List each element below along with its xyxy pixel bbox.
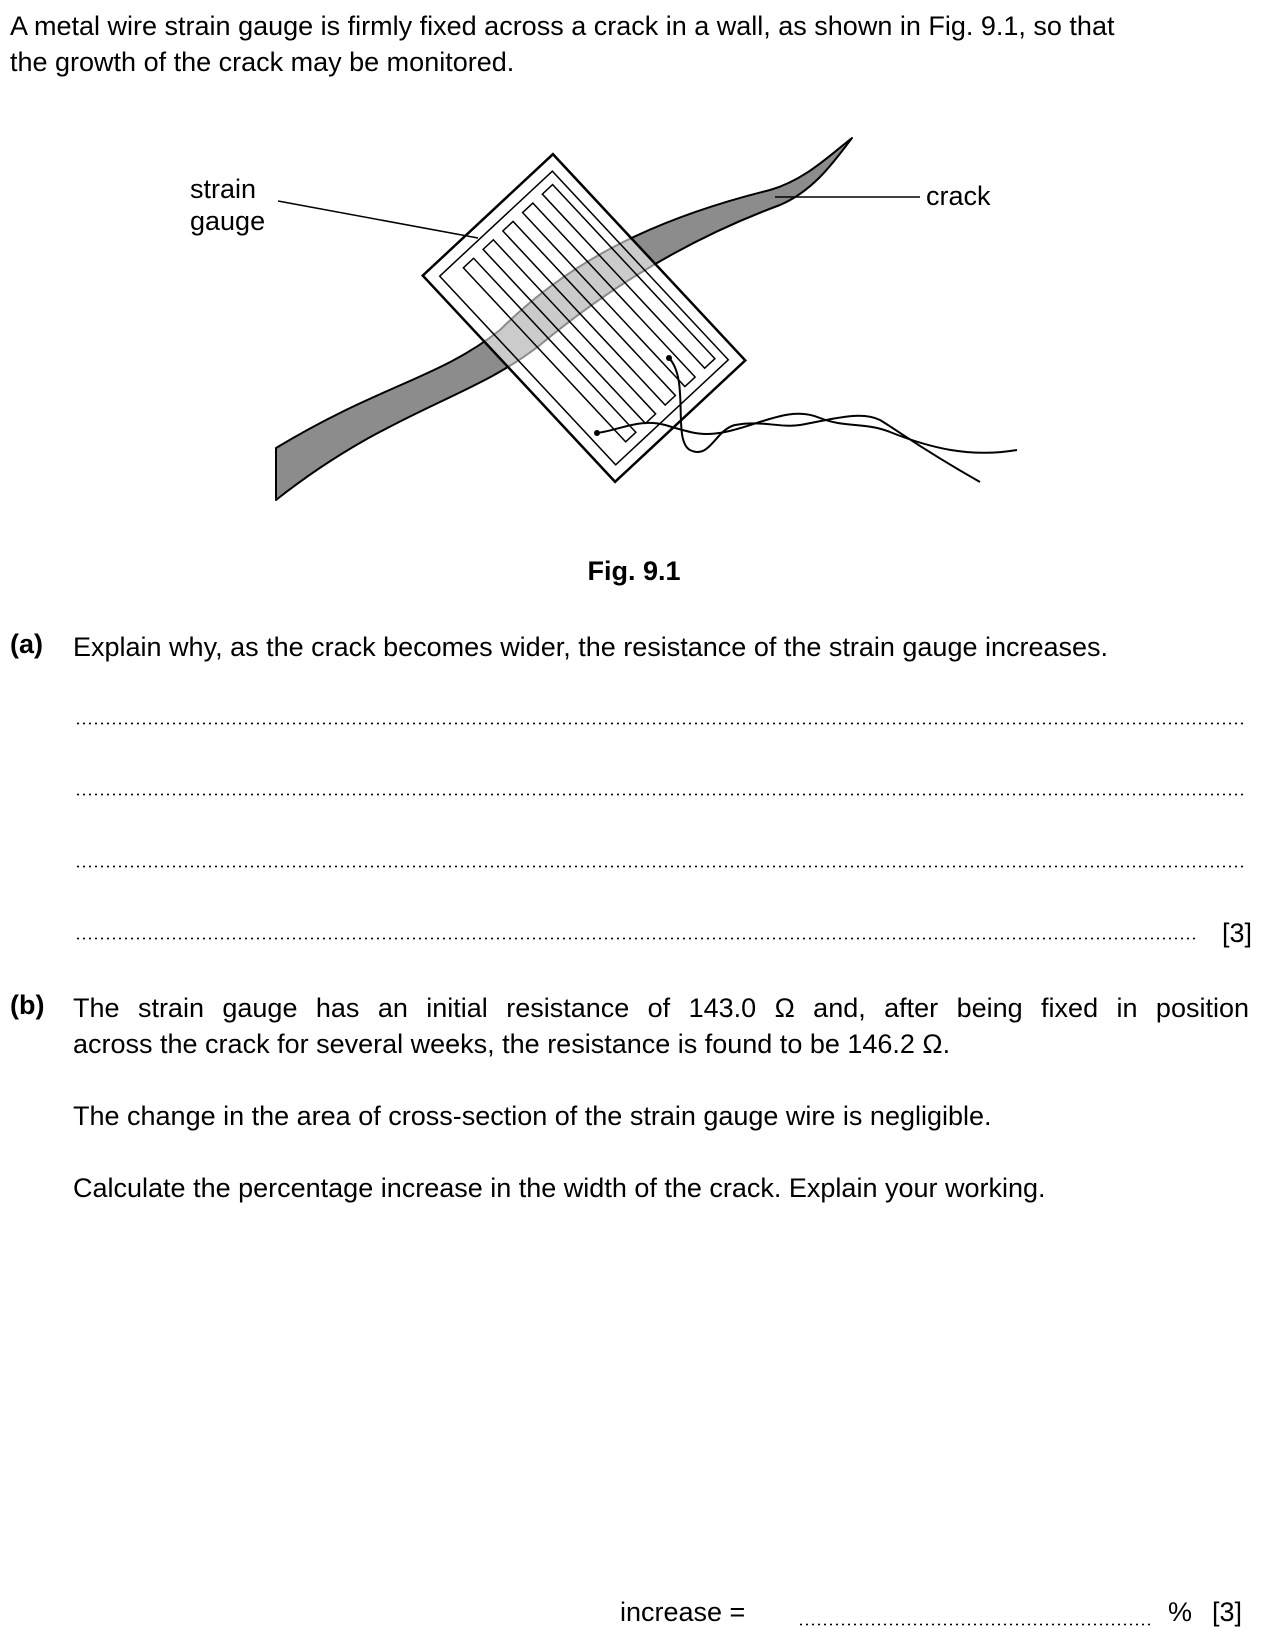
answer-label: increase = <box>620 1597 746 1627</box>
part-a-label: (a) <box>10 629 43 659</box>
part-b-line-1: The strain gauge has an initial resistance of 143.0 Ω and, after being fixed in position <box>73 993 1249 1023</box>
part-b-paragraph-2: The change in the area of cross-section of the strain gauge wire is negligible. <box>73 1101 992 1131</box>
part-b-text <box>73 990 1249 1062</box>
answer-input-line[interactable] <box>798 1623 1154 1626</box>
figure-caption: Fig. 9.1 <box>587 556 681 586</box>
part-b-label: (b) <box>10 990 45 1020</box>
intro-line-2: the growth of the crack may be monitored. <box>10 47 515 77</box>
label-strain: strain <box>190 174 257 204</box>
question-intro <box>10 8 1260 80</box>
answer-line-a1[interactable] <box>75 722 1245 725</box>
part-b-marks: [3] <box>1212 1597 1243 1627</box>
strain-gauge-figure <box>0 110 1268 530</box>
part-a-text: Explain why, as the crack becomes wider, the resistance of the strain gauge increases. <box>73 632 1109 662</box>
answer-line-a3[interactable] <box>75 865 1245 868</box>
label-crack: crack <box>926 181 991 211</box>
answer-row <box>620 1597 1252 1637</box>
answer-unit: % <box>1168 1597 1193 1627</box>
part-b-line-2: across the crack for several weeks, the resistance is found to be 146.2 Ω. <box>73 1029 951 1059</box>
answer-line-a2[interactable] <box>75 793 1245 796</box>
part-a-marks: [3] <box>1221 918 1252 948</box>
strain-gauge-leader-line <box>278 201 478 238</box>
label-gauge: gauge <box>190 206 266 236</box>
part-b-paragraph-3: Calculate the percentage increase in the width of the crack. Explain your working. <box>73 1173 1046 1203</box>
intro-line-1: A metal wire strain gauge is firmly fixed across a crack in a wall, as shown in Fig. 9.1, so that <box>10 11 1115 41</box>
answer-line-a4[interactable] <box>75 937 1195 940</box>
